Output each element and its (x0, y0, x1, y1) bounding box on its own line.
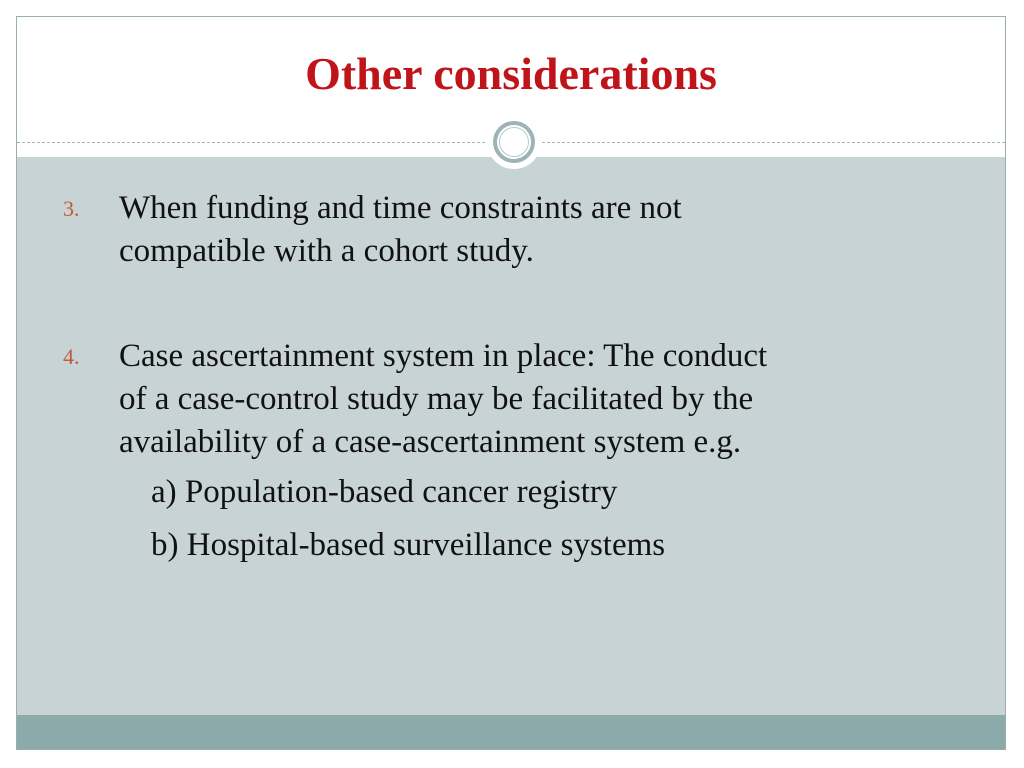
text-line: of a case-control study may be facilitated by the (119, 381, 754, 417)
text-line: Case ascertainment system in place: The conduct (119, 338, 768, 374)
ring-ornament-inner-ring (499, 127, 529, 157)
list-item-text (119, 335, 939, 464)
footer-band (17, 715, 1005, 749)
text-line: compatible with a cohort study. (119, 233, 534, 269)
sub-item: b) Hospital-based surveillance systems (151, 527, 666, 563)
content-area (17, 157, 1005, 717)
list-number: 4. (63, 344, 80, 369)
list-item-text (119, 187, 939, 273)
slide (16, 16, 1006, 750)
sub-item: a) Population-based cancer registry (151, 474, 618, 510)
slide-title: Other considerations (305, 48, 717, 99)
text-line: availability of a case-ascertainment system e.g. (119, 424, 742, 460)
list-number: 3. (63, 196, 80, 221)
text-line: When funding and time constraints are not (119, 190, 682, 226)
